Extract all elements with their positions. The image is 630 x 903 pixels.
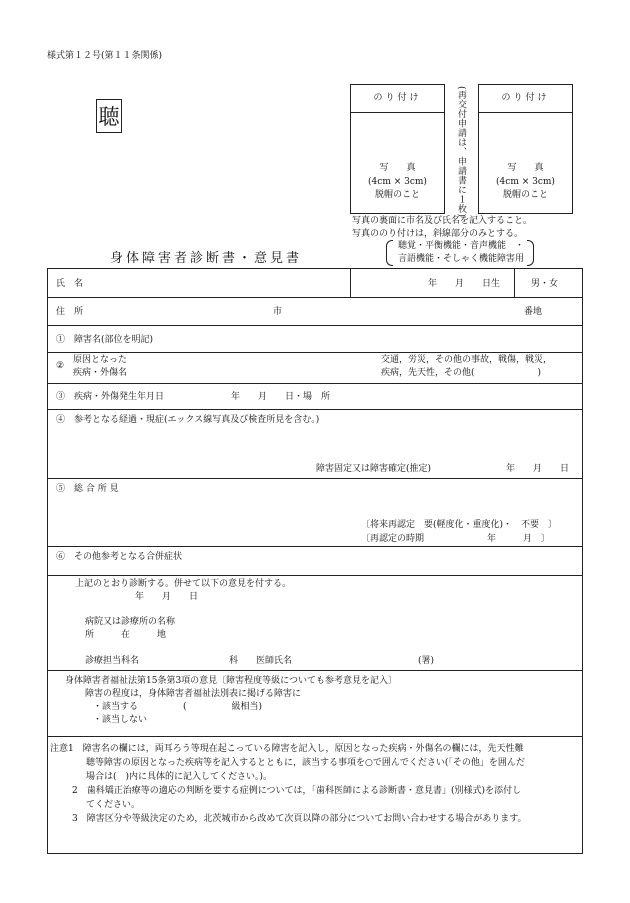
divider bbox=[48, 352, 582, 353]
note-1-line-3: 場合は( )内に具体的に記入してください。)。 bbox=[86, 772, 273, 782]
divider bbox=[48, 383, 582, 384]
disability-category bbox=[386, 238, 534, 267]
fixed-date-value: 年 月 日 bbox=[506, 464, 570, 474]
divider bbox=[48, 575, 582, 576]
photo-glue-header: のり付け bbox=[479, 85, 572, 113]
cause-label-1: 原因となった bbox=[73, 355, 128, 365]
photo-label bbox=[479, 162, 572, 203]
note-2-line-2: てください。 bbox=[86, 800, 141, 810]
category-line-2: 言語機能・そしゃく機能障害用 bbox=[398, 254, 525, 264]
photo-glue-header: のり付け bbox=[351, 85, 444, 113]
form-number: 様式第１２号(第１１条関係) bbox=[47, 51, 163, 61]
photo-label-note: 脱帽のこと bbox=[374, 190, 420, 200]
note-1-line-2: 聴等障害の原因となった疾病等を記入するとともに，該当する事項を○で囲んでください(「その他」を囲んだ bbox=[86, 758, 525, 768]
onset-date-place: 年 月 日・場 所 bbox=[231, 392, 331, 402]
divider bbox=[48, 546, 582, 547]
photo-note-2: 写真ののり付けは，斜線部分のみとする。 bbox=[352, 229, 524, 239]
gender-label: 男・女 bbox=[531, 279, 559, 289]
cause-number: ② bbox=[56, 361, 65, 371]
photo-label-size: (4cm × 3cm) bbox=[368, 176, 427, 187]
bracket-left bbox=[386, 240, 393, 266]
note-1-line-1: 注意1 障害名の欄には，両耳ろう等現在起こっている障害を記入し，原因となった疾病・外傷名の欄には，先天性難 bbox=[50, 744, 524, 754]
diagnosis-statement: 上記のとおり診断する。併せて以下の意見を付する。 bbox=[75, 579, 292, 589]
divider bbox=[48, 736, 582, 737]
hospital-name-label: 病院又は診療所の名称 bbox=[85, 617, 176, 627]
bracket-right bbox=[527, 240, 534, 266]
photo-label-title: 写 真 bbox=[379, 163, 416, 173]
hearing-kanji-box: 聴 bbox=[96, 99, 122, 133]
hospital-location-label: 所 在 地 bbox=[85, 630, 167, 640]
recertification-need: 〔将来再認定 要(軽度化・重度化)・ 不要 〕 bbox=[361, 520, 558, 530]
address-label: 住 所 bbox=[56, 307, 84, 317]
opinion-applicable: ・該当する ( 級相当) bbox=[93, 702, 263, 712]
diagnosis-date: 年 月 日 bbox=[135, 592, 199, 602]
birth-date-label: 年 月 日生 bbox=[428, 279, 501, 289]
divider bbox=[48, 478, 582, 479]
divider bbox=[514, 269, 515, 297]
photo-side-note: (再交付申請は、申請書に１枚) bbox=[456, 86, 466, 218]
note-2-line-1: 2 歯科矯正治療等の適応の判断を要する症例については，「歯科医師による診断書・意見書」(別様式)を添付し bbox=[72, 786, 522, 796]
recertification-timing: 〔再認定の時期 年 月 〕 bbox=[361, 534, 551, 544]
opinion-title: 身体障害者福祉法第15条第3項の意見〔障害程度等級についても参考意見を記入〕 bbox=[65, 676, 398, 686]
photo-label-size: (4cm × 3cm) bbox=[496, 176, 555, 187]
note-3: 3 障害区分や等級決定のため，北茨城市から改めて次頁以降の部分についてお問い合わせする場合があります。 bbox=[72, 814, 527, 824]
diagnosis-form bbox=[47, 268, 583, 854]
cause-options-1: 交通，労災，その他の事故，戦傷，戦災， bbox=[381, 355, 553, 365]
divider bbox=[350, 269, 351, 297]
photo-note-1: 写真の裏面に市名及び氏名を記入すること。 bbox=[352, 216, 533, 226]
opinion-line: 障害の程度は，身体障害者福祉法別表に掲げる障害に bbox=[85, 689, 302, 699]
cause-options-2: 疾病，先天性，その他( ) bbox=[381, 368, 542, 378]
city-label: 市 bbox=[273, 307, 283, 317]
disability-name-label: ① 障害名(部位を明記) bbox=[56, 335, 154, 345]
photo-box-right bbox=[478, 84, 573, 214]
page-title: 身体障害者診断書・意見書 bbox=[110, 251, 303, 266]
photo-box-left bbox=[350, 84, 445, 214]
banchi-label: 番地 bbox=[524, 307, 543, 317]
name-label: 氏 名 bbox=[56, 279, 84, 289]
divider bbox=[48, 297, 582, 298]
divider bbox=[48, 409, 582, 410]
onset-date-label: ③ 疾病・外傷発生年月日 bbox=[56, 392, 165, 402]
photo-label-title: 写 真 bbox=[507, 163, 544, 173]
photo-label bbox=[351, 162, 444, 203]
divider bbox=[48, 670, 582, 671]
doctor-name-label: 診療担当科名 科 医師氏名 (署) bbox=[85, 656, 435, 666]
photo-label-note: 脱帽のこと bbox=[502, 190, 548, 200]
complications-label: ⑥ その他参考となる合併症状 bbox=[56, 552, 183, 562]
fixed-date-label: 障害固定又は障害確定(推定) bbox=[316, 464, 432, 474]
cause-label-2: 疾病・外傷名 bbox=[73, 368, 128, 378]
opinion-not-applicable: ・該当しない bbox=[93, 715, 148, 725]
category-line-1: 聴覚・平衡機能・音声機能 ・ bbox=[398, 241, 525, 251]
divider bbox=[48, 325, 582, 326]
overall-findings-label: ⑤ 総 合 所 見 bbox=[56, 484, 119, 494]
history-label: ④ 参考となる経過・現症(エックス線写真及び検査所見を含む。) bbox=[56, 415, 320, 425]
